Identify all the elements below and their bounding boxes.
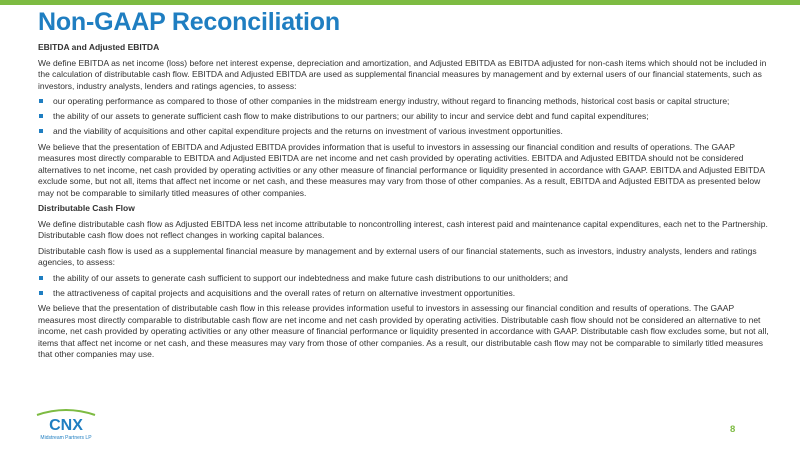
list-item xyxy=(38,126,770,138)
bullet-text: and the viability of acquisitions and other capital expenditure projects and the returns on investment of various investment opportunities. xyxy=(53,126,563,136)
square-bullet-icon xyxy=(39,291,43,295)
dcf-heading: Distributable Cash Flow xyxy=(38,203,135,213)
square-bullet-icon xyxy=(39,99,43,103)
dcf-usage-paragraph: Distributable cash flow is used as a supplemental financial measure by management and by external users of our financial statements, such as investors, industry analysts, lenders and ratings agencies, to assess: xyxy=(38,245,757,267)
logo-arc-icon xyxy=(37,410,95,415)
logo-tagline: Midstream Partners LP xyxy=(40,435,92,441)
ebitda-belief-paragraph: We believe that the presentation of EBITDA and Adjusted EBITDA provides information that is useful to investors in assessing our financial condition and results of operations. The GAAP measures most directly comparable to EBITDA and Adjusted EBITDA are net income and net cash provided by operating activities. EBITDA and Adjusted EBITDA should not be considered alternatives to net income, net cash provided by operating activities or any other measure of financial performance or liquidity presented in accordance with GAAP. EBITDA and Adjusted EBITDA exclude some, but not all, items that affect net income or net cash, and these measures may vary from those of other companies. As a result, EBITDA and Adjusted EBITDA as presented below may not be comparable to similarly titled measures of other companies. xyxy=(38,141,765,198)
dcf-bullet-list xyxy=(38,273,770,300)
dcf-definition-paragraph: We define distributable cash flow as Adjusted EBITDA less net income attributable to noncontrolling interest, cash interest paid and maintenance capital expenditures, each net to the Partnership. Distributable cash flow does not reflect changes in working capital balances. xyxy=(38,218,768,240)
ebitda-heading: EBITDA and Adjusted EBITDA xyxy=(38,42,160,52)
dcf-belief-paragraph: We believe that the presentation of distributable cash flow in this release provides information useful to investors in assessing our financial condition and results of operations. The GAAP measures most directly comparable to distributable cash flow are net income and net cash provided by operating activities. Distributable cash flow should not be considered an alternative to net income, net cash provided by operating activities or any other measure of financial performance or liquidity presented in accordance with GAAP. Distributable cash flow excludes some, but not all, items that affect net income or net cash, and these measures may vary from those of other companies. As a result, our distributable cash flow may not be comparable to similarly titled measures that other companies may use. xyxy=(38,303,769,359)
logo-brand: CNX xyxy=(49,417,83,434)
ebitda-bullet-list xyxy=(38,96,770,138)
cnx-logo xyxy=(34,406,98,442)
list-item xyxy=(38,273,770,285)
bullet-text: the ability of our assets to generate cash sufficient to support our indebtedness and make future cash distributions to our unitholders; and xyxy=(53,272,568,283)
square-bullet-icon xyxy=(39,276,43,280)
list-item xyxy=(38,111,770,123)
list-item xyxy=(38,288,770,300)
page-number: 8 xyxy=(730,424,736,435)
bullet-text: the attractiveness of capital projects and acquisitions and the overall rates of return on alternative investment opportunities. xyxy=(53,287,516,298)
bullet-text: the ability of our assets to generate sufficient cash flow to make distributions to our partners; our ability to incur and service debt and fund capital expenditures; xyxy=(53,111,649,121)
page-title: Non-GAAP Reconciliation xyxy=(38,8,340,36)
ebitda-definition-paragraph: We define EBITDA as net income (loss) before net interest expense, depreciation and amortization, and Adjusted EBITDA as EBITDA adjusted for non-cash items which should not be included in the calculation of distributable cash flow. EBITDA and Adjusted EBITDA are used as supplemental financial measures by management and by external users of our financial statements, such as investors, industry analysts, lenders and ratings agencies, to assess: xyxy=(38,57,767,91)
content-body xyxy=(38,42,770,365)
list-item xyxy=(38,96,770,108)
square-bullet-icon xyxy=(39,129,43,133)
square-bullet-icon xyxy=(39,114,43,118)
bullet-text: our operating performance as compared to those of other companies in the midstream energy industry, without regard to financing methods, historical cost basis or capital structure; xyxy=(53,96,730,106)
top-accent-bar xyxy=(0,0,800,5)
